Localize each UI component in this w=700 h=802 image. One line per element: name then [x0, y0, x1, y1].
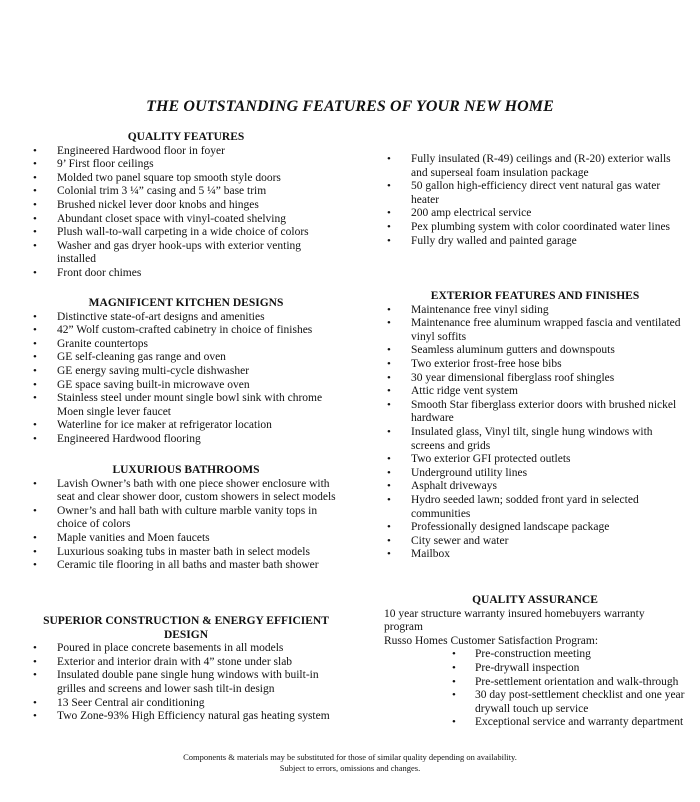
- list-item: • Stainless steel under mount single bowl sink with chrome Moen single lever faucet: [30, 392, 342, 419]
- list-item: • Molded two panel square top smooth style doors: [30, 172, 342, 186]
- list-item: • Colonial trim 3 ¼” casing and 5 ¼” base trim: [30, 185, 342, 199]
- list-item: • Two exterior frost-free hose bibs: [384, 358, 686, 372]
- list-item: • Professionally designed landscape package: [384, 521, 686, 535]
- list-item: • 30 year dimensional fiberglass roof shingles: [384, 372, 686, 386]
- list-item: • Maintenance free vinyl siding: [384, 304, 686, 318]
- list-item: • Exterior and interior drain with 4” stone under slab: [30, 656, 342, 670]
- list-item: • Ceramic tile flooring in all baths and master bath shower: [30, 559, 342, 573]
- quality-features-list: [30, 145, 342, 281]
- list-item: • Underground utility lines: [384, 467, 686, 481]
- list-item: • Attic ridge vent system: [384, 385, 686, 399]
- list-item: • Smooth Star fiberglass exterior doors with brushed nickel hardware: [384, 399, 686, 426]
- footer-line-1: Components & materials may be substituted for those of similar quality depending on availability.: [183, 752, 517, 762]
- list-item: • Pre-settlement orientation and walk-through: [452, 676, 686, 690]
- footer-line-2: Subject to errors, omissions and changes.: [279, 763, 421, 773]
- construction-continued-section: [384, 153, 686, 248]
- list-item: • Mailbox: [384, 548, 686, 562]
- list-item: • Front door chimes: [30, 267, 342, 281]
- construction-continued-list: [384, 153, 686, 248]
- list-item: • Insulated glass, Vinyl tilt, single hung windows with screens and grids: [384, 426, 686, 453]
- list-item: • GE self-cleaning gas range and oven: [30, 351, 342, 365]
- program-label: Russo Homes Customer Satisfaction Program:: [384, 634, 599, 647]
- list-item: • GE space saving built-in microwave oven: [30, 379, 342, 393]
- list-item: • GE energy saving multi-cycle dishwasher: [30, 365, 342, 379]
- list-item: • Fully dry walled and painted garage: [384, 235, 686, 249]
- list-item: • Two exterior GFI protected outlets: [384, 453, 686, 467]
- list-item: • 30 day post-settlement checklist and one year drywall touch up service: [452, 689, 686, 716]
- list-item: • Fully insulated (R-49) ceilings and (R-20) exterior walls and superseal foam insulation package: [384, 153, 686, 180]
- list-item: • Seamless aluminum gutters and downspouts: [384, 344, 686, 358]
- construction-heading: SUPERIOR CONSTRUCTION & ENERGY EFFICIENT DESIGN: [43, 615, 329, 641]
- kitchen-section: [30, 297, 342, 447]
- list-item: • Engineered Hardwood floor in foyer: [30, 145, 342, 159]
- list-item: • Poured in place concrete basements in all models: [30, 642, 342, 656]
- list-item: • Exceptional service and warranty department: [452, 716, 686, 730]
- list-item: • Pre-construction meeting: [452, 648, 686, 662]
- list-item: • Lavish Owner’s bath with one piece shower enclosure with seat and clear shower door, custom showers in select models: [30, 478, 342, 505]
- exterior-section: [384, 290, 686, 562]
- list-item: • Plush wall-to-wall carpeting in a wide choice of colors: [30, 226, 342, 240]
- list-item: • Waterline for ice maker at refrigerator location: [30, 419, 342, 433]
- bathrooms-heading: LUXURIOUS BATHROOMS: [112, 464, 260, 476]
- list-item: • Granite countertops: [30, 338, 342, 352]
- list-item: • City sewer and water: [384, 535, 686, 549]
- list-item: • Maple vanities and Moen faucets: [30, 532, 342, 546]
- kitchen-list: [30, 311, 342, 447]
- list-item: • Asphalt driveways: [384, 480, 686, 494]
- quality-features-section: [30, 131, 342, 281]
- warranty-text: 10 year structure warranty insured homebuyers warranty program: [384, 607, 645, 634]
- construction-section: [30, 615, 342, 724]
- footer-disclaimer: [0, 752, 700, 774]
- quality-assurance-section: [384, 594, 686, 730]
- list-item: • Insulated double pane single hung windows with built-in grilles and screens and lower sash tilt-in design: [30, 669, 342, 696]
- exterior-list: [384, 304, 686, 562]
- bathrooms-section: [30, 464, 342, 573]
- quality-assurance-heading: QUALITY ASSURANCE: [472, 594, 598, 606]
- list-item: • 42” Wolf custom-crafted cabinetry in choice of finishes: [30, 324, 342, 338]
- list-item: • Distinctive state-of-art designs and amenities: [30, 311, 342, 325]
- list-item: • Engineered Hardwood flooring: [30, 433, 342, 447]
- list-item: • 50 gallon high-efficiency direct vent natural gas water heater: [384, 180, 686, 207]
- exterior-heading: EXTERIOR FEATURES AND FINISHES: [430, 290, 640, 302]
- list-item: • Owner’s and hall bath with culture marble vanity tops in choice of colors: [30, 505, 342, 532]
- list-item: • Abundant closet space with vinyl-coated shelving: [30, 213, 342, 227]
- kitchen-heading: MAGNIFICENT KITCHEN DESIGNS: [88, 297, 284, 309]
- list-item: • Brushed nickel lever door knobs and hinges: [30, 199, 342, 213]
- list-item: • 200 amp electrical service: [384, 207, 686, 221]
- list-item: • Pex plumbing system with color coordinated water lines: [384, 221, 686, 235]
- list-item: • Hydro seeded lawn; sodded front yard in selected communities: [384, 494, 686, 521]
- page-title: THE OUTSTANDING FEATURES OF YOUR NEW HOME: [146, 98, 554, 115]
- list-item: • Washer and gas dryer hook-ups with exterior venting installed: [30, 240, 342, 267]
- quality-assurance-list: [384, 648, 686, 730]
- list-item: • Luxurious soaking tubs in master bath in select models: [30, 546, 342, 560]
- bathrooms-list: [30, 478, 342, 573]
- quality-features-heading: QUALITY FEATURES: [127, 131, 245, 143]
- list-item: • Maintenance free aluminum wrapped fascia and ventilated vinyl soffits: [384, 317, 686, 344]
- construction-list: [30, 642, 342, 724]
- list-item: • 13 Seer Central air conditioning: [30, 697, 342, 711]
- list-item: • Two Zone-93% High Efficiency natural gas heating system: [30, 710, 342, 724]
- list-item: • 9’ First floor ceilings: [30, 158, 342, 172]
- list-item: • Pre-drywall inspection: [452, 662, 686, 676]
